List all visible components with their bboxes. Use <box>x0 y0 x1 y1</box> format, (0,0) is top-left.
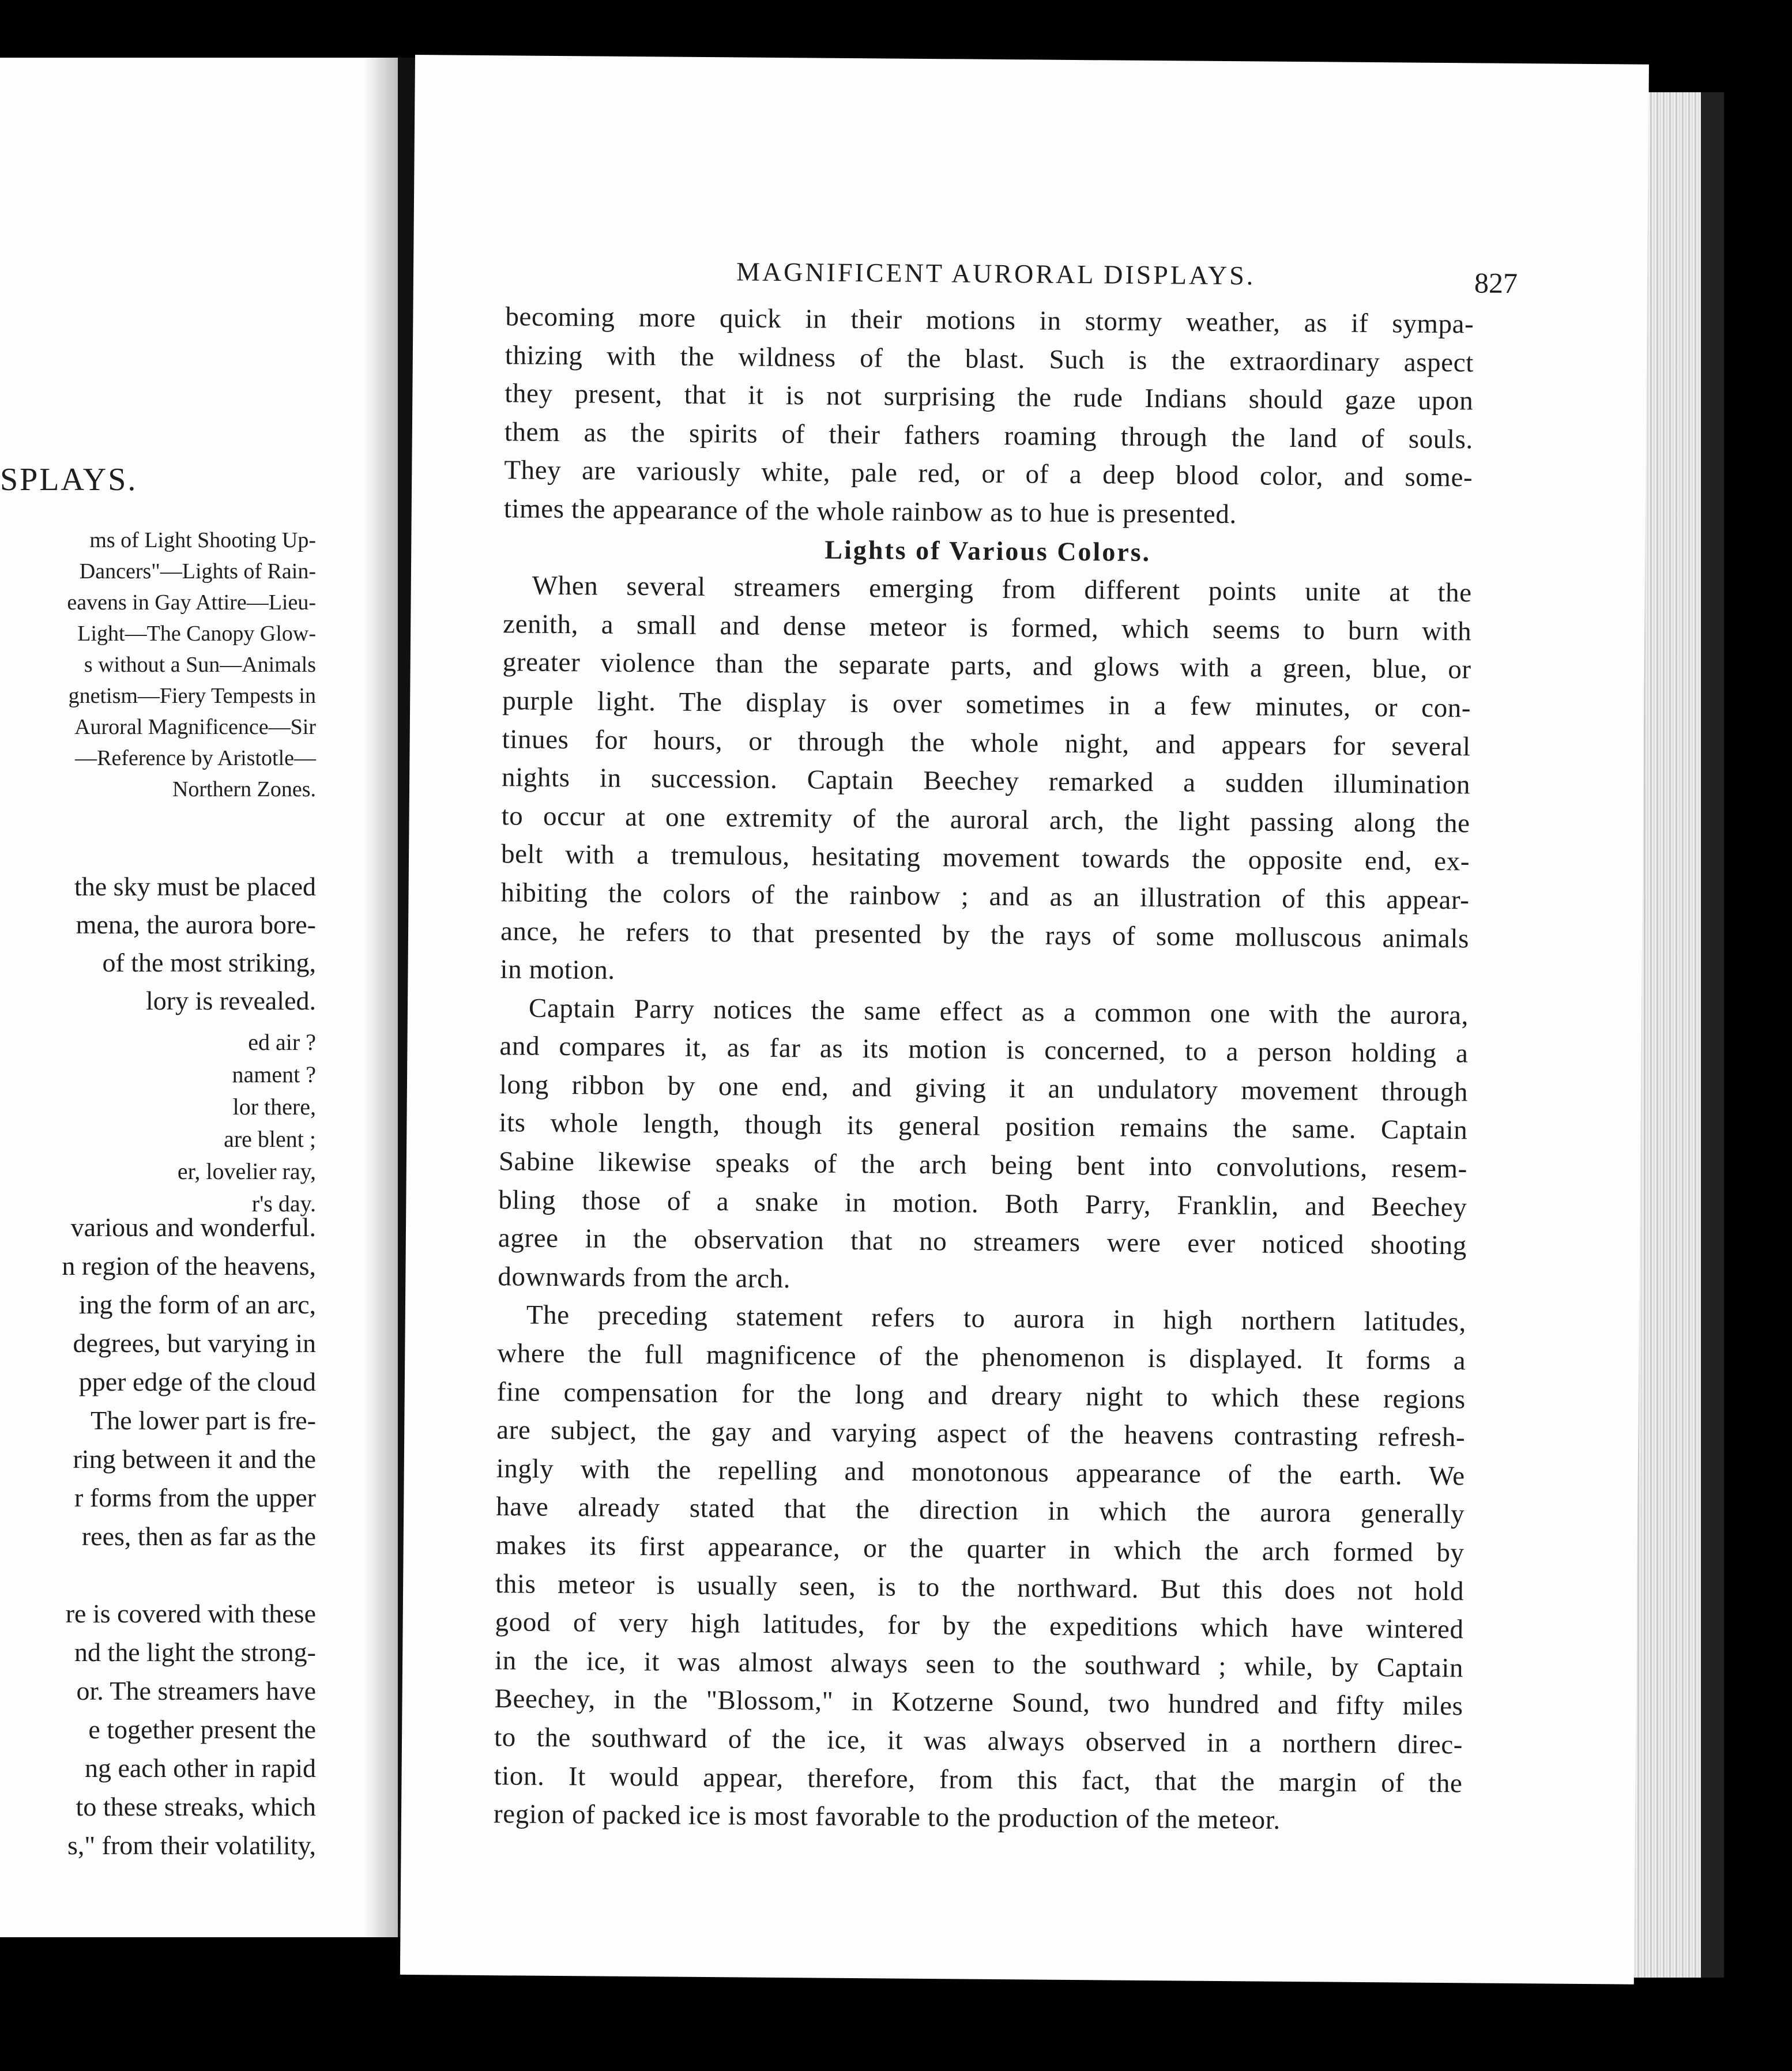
body-line: rees, then as far as the <box>81 1522 316 1551</box>
body-line: degrees, but varying in <box>73 1328 316 1358</box>
gutter-shadow <box>363 58 398 1937</box>
body-line: or. The streamers have <box>76 1676 316 1705</box>
left-page-body-3 <box>0 1594 316 1865</box>
body-line: lory is revealed. <box>145 986 316 1015</box>
body-line: re is covered with these <box>65 1599 316 1628</box>
text-line: to occur at one extremity of the auroral arch, the light passing along the <box>501 800 1470 839</box>
verse-line: nament ? <box>232 1061 316 1087</box>
contents-line: —Reference by Aristotle— <box>75 746 316 770</box>
text-line: zenith, a small and dense meteor is formed, which seems to burn with <box>503 608 1472 647</box>
body-line: e together present the <box>88 1715 316 1744</box>
text-line: hibiting the colors of the rainbow ; and as an illustration of this appear- <box>500 878 1470 916</box>
left-page-contents <box>0 525 316 805</box>
contents-line: gnetism—Fiery Tempests in <box>68 684 316 708</box>
body-line: n region of the heavens, <box>62 1251 316 1281</box>
left-page <box>0 58 398 1937</box>
text-line: Sabine likewise speaks of the arch being bent into convolutions, resem- <box>498 1146 1468 1184</box>
book-cover-edge <box>1701 92 1724 1978</box>
body-line: The lower part is fre- <box>91 1406 316 1435</box>
running-head: MAGNIFICENT AURORAL DISPLAYS. <box>736 257 1256 291</box>
body-line: pper edge of the cloud <box>78 1367 316 1396</box>
text-line: in motion. <box>500 954 615 985</box>
verse-line: ed air ? <box>248 1029 316 1055</box>
text-line: are subject, the gay and varying aspect of the heavens contrasting refresh- <box>496 1415 1466 1453</box>
text-line: to the southward of the ice, it was always observed in a northern direc- <box>494 1722 1463 1760</box>
body-line: nd the light the strong- <box>74 1637 316 1667</box>
left-page-verse <box>0 1026 316 1220</box>
text-line: greater violence than the separate parts, and glows with a green, blue, or <box>502 647 1471 685</box>
text-line: Captain Parry notices the same effect as a common one with the aurora, <box>528 993 1469 1031</box>
text-line: where the full magnificence of the phenomenon is displayed. It forms a <box>497 1338 1466 1376</box>
verse-line: are blent ; <box>224 1126 316 1152</box>
left-page-body <box>0 868 316 1020</box>
text-line: tinues for hours, or through the whole night, and appears for several <box>502 724 1471 762</box>
body-line: ng each other in rapid <box>84 1753 316 1783</box>
text-line: becoming more quick in their motions in stormy weather, as if sympa- <box>505 302 1474 340</box>
page-text <box>494 298 1474 1841</box>
body-line: r forms from the upper <box>74 1483 316 1512</box>
contents-line: s without a Sun—Animals <box>84 653 316 677</box>
left-page-heading: SPLAYS. <box>0 462 138 498</box>
text-line: region of packed ice is most favorable to the production of the meteor. <box>493 1799 1281 1836</box>
text-line: makes its first appearance, or the quarter in which the arch formed by <box>495 1530 1465 1568</box>
text-line: purple light. The display is over sometimes in a few minutes, or con- <box>502 686 1471 724</box>
text-line: ingly with the repelling and monotonous appearance of the earth. We <box>496 1453 1465 1492</box>
contents-line: eavens in Gay Attire—Lieu- <box>67 590 316 615</box>
body-line: ring between it and the <box>73 1444 316 1474</box>
body-line: of the most striking, <box>102 948 316 977</box>
text-line: them as the spirits of their fathers roaming through the land of souls. <box>504 417 1474 455</box>
text-line: belt with a tremulous, hesitating movement towards the opposite end, ex- <box>500 839 1470 877</box>
verse-line: er, lovelier ray, <box>177 1158 316 1184</box>
body-line: various and wonderful. <box>70 1213 316 1242</box>
text-line: its whole length, though its general position remains the same. Captain <box>499 1108 1468 1146</box>
contents-line: Light—The Canopy Glow- <box>77 622 316 646</box>
contents-line: Dancers"—Lights of Rain- <box>79 559 316 583</box>
verse-line: r's day. <box>251 1191 316 1217</box>
text-line: thizing with the wildness of the blast. Such is the extraordinary aspect <box>505 340 1474 378</box>
text-line: long ribbon by one end, and giving it an undulatory movement through <box>499 1070 1469 1108</box>
text-line: They are variously white, pale red, or of a deep blood color, and some- <box>504 455 1473 493</box>
text-line: ance, he refers to that presented by the rays of some molluscous animals <box>500 916 1470 954</box>
text-line: good of very high latitudes, for by the expeditions which have wintered <box>495 1607 1464 1645</box>
contents-line: ms of Light Shooting Up- <box>89 528 316 552</box>
body-line: the sky must be placed <box>74 872 316 901</box>
text-line: agree in the observation that no streamers were ever noticed shooting <box>498 1223 1467 1261</box>
text-line: tion. It would appear, therefore, from this fact, that the margin of the <box>494 1760 1463 1798</box>
text-line: have already stated that the direction in which the aurora generally <box>496 1492 1465 1530</box>
text-line: this meteor is usually seen, is to the northward. But this does not hold <box>495 1568 1465 1606</box>
text-line: and compares it, as far as its motion is concerned, to a person holding a <box>499 1031 1469 1069</box>
contents-line: Auroral Magnificence—Sir <box>74 715 316 739</box>
text-line: they present, that it is not surprising the rude Indians should gaze upon <box>505 378 1474 416</box>
text-line: fine compensation for the long and dreary night to which these regions <box>496 1376 1466 1415</box>
section-subheading: Lights of Various Colors. <box>825 534 1151 567</box>
text-line: Beechey, in the "Blossom," in Kotzerne Sound, two hundred and fifty miles <box>494 1684 1463 1722</box>
body-line: to these streaks, which <box>76 1792 316 1821</box>
text-line: nights in succession. Captain Beechey remarked a sudden illumination <box>501 762 1471 800</box>
body-line: ing the form of an arc, <box>78 1290 316 1319</box>
text-line: When several streamers emerging from different points unite at the <box>532 570 1472 608</box>
page-number: 827 <box>1474 266 1518 300</box>
contents-line: Northern Zones. <box>172 777 316 801</box>
body-line: mena, the aurora bore- <box>76 910 316 939</box>
verse-line: lor there, <box>232 1094 316 1120</box>
body-line: s," from their volatility, <box>67 1831 316 1860</box>
text-line: The preceding statement refers to aurora in high northern latitudes, <box>526 1300 1466 1338</box>
text-line: times the appearance of the whole rainbow as to hue is presented. <box>503 494 1237 530</box>
text-line: downwards from the arch. <box>498 1262 791 1294</box>
text-line: in the ice, it was almost always seen to the southward ; while, by Captain <box>494 1645 1464 1684</box>
right-page <box>400 55 1649 1985</box>
text-line: bling those of a snake in motion. Both Parry, Franklin, and Beechey <box>498 1184 1467 1223</box>
left-page-body-2 <box>0 1208 316 1556</box>
